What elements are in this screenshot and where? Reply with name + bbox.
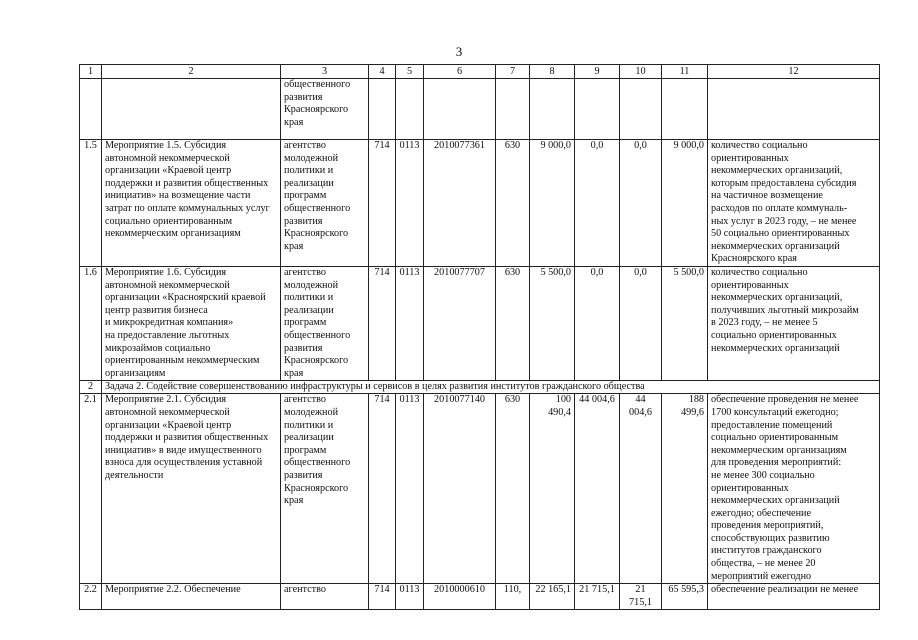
measure-name: Мероприятие 2.1. Субсидия автономной некоммерческой организации «Краевой центр поддержки и развития общественных инициатив» в виде имущественного взноса для осуществления уставной деятельности [102,394,281,584]
expense-type-code [496,79,530,140]
measure-name: Мероприятие 1.5. Субсидия автономной некоммерческой организации «Краевой центр поддержки и развития общественных инициатив» на возмещение части затрат по оплате коммунальных услуг социально ориентированным некоммерческим организациям [102,140,281,267]
column-header: 4 [369,65,396,79]
amount-year-2: 21 715,1 [575,584,620,610]
expected-result: обеспечение проведения не менее 1700 консультаций ежегодно; предоставление помещений социально ориентированным некоммерческим организациям для проведения мероприятий: не менее 300 социально ориентированных некоммерческих организаций ежегодно; обеспечение проведения мероприятий, способствующих развитию институтов гражданского общества, – не менее 20 мероприятий ежегодно [708,394,880,584]
table-row [80,584,880,610]
table-row [80,140,880,267]
row-number: 1.5 [80,140,102,267]
amount-year-2: 0,0 [575,267,620,381]
amount-year-1: 22 165,1 [530,584,575,610]
amount-year-2: 44 004,6 [575,394,620,584]
expense-type-code: 630 [496,394,530,584]
expected-result: обеспечение реализации не менее [708,584,880,610]
section-code: 0113 [396,584,424,610]
measure-name: Мероприятие 1.6. Субсидия автономной некоммерческой организации «Красноярский краевой центр развития бизнеса и микрокредитная компания» на предоставление льготных микрозаймов социально ориентированным некоммерческим организациям [102,267,281,381]
column-number-row [80,65,880,79]
task-row [80,381,880,394]
executor: общественного развития Красноярского края [281,79,369,140]
section-code: 0113 [396,394,424,584]
expected-result: количество социально ориентированных некоммерческих организаций, получивших льготный микрозайм в 2023 году, – не менее 5 социально ориентированных некоммерческих организаций [708,267,880,381]
target-code: 2010000610 [424,584,496,610]
program-measures-table [79,64,880,610]
column-header: 9 [575,65,620,79]
target-code: 2010077140 [424,394,496,584]
amount-year-2 [575,79,620,140]
row-number [80,79,102,140]
row-number: 2.2 [80,584,102,610]
column-header: 8 [530,65,575,79]
amount-year-3: 21 715,1 [620,584,662,610]
page-number: 3 [455,44,463,59]
amount-year-3: 0,0 [620,267,662,381]
grbs-code: 714 [369,394,396,584]
column-header: 7 [496,65,530,79]
table-row [80,267,880,381]
amount-total: 5 500,0 [662,267,708,381]
expected-result [708,79,880,140]
section-code: 0113 [396,140,424,267]
grbs-code: 714 [369,267,396,381]
grbs-code: 714 [369,584,396,610]
amount-year-1: 100 490,4 [530,394,575,584]
amount-year-3: 44 004,6 [620,394,662,584]
expense-type-code: 630 [496,267,530,381]
grbs-code [369,79,396,140]
target-code: 2010077361 [424,140,496,267]
amount-year-1: 5 500,0 [530,267,575,381]
section-code [396,79,424,140]
column-header: 11 [662,65,708,79]
amount-year-3 [620,79,662,140]
expense-type-code: 110, [496,584,530,610]
section-code: 0113 [396,267,424,381]
executor: агентство [281,584,369,610]
column-header: 1 [80,65,102,79]
table-row [80,394,880,584]
amount-year-2: 0,0 [575,140,620,267]
executor: агентство молодежной политики и реализации программ общественного развития Красноярского края [281,140,369,267]
grbs-code: 714 [369,140,396,267]
column-header: 3 [281,65,369,79]
expense-type-code: 630 [496,140,530,267]
measure-name: Мероприятие 2.2. Обеспечение [102,584,281,610]
table-row [80,79,880,140]
measure-name [102,79,281,140]
row-number: 2.1 [80,394,102,584]
column-header: 10 [620,65,662,79]
executor: агентство молодежной политики и реализации программ общественного развития Красноярского края [281,267,369,381]
amount-total: 65 595,3 [662,584,708,610]
column-header: 2 [102,65,281,79]
target-code [424,79,496,140]
expected-result: количество социально ориентированных некоммерческих организаций, которым предоставлена субсидия на частичное возмещение расходов по оплате коммуналь- ных услуг в 2023 году, – не менее 50 социально ориентированных некоммерческих организаций Красноярского края [708,140,880,267]
column-header: 5 [396,65,424,79]
amount-year-3: 0,0 [620,140,662,267]
column-header: 12 [708,65,880,79]
task-title: Задача 2. Содействие совершенствованию инфраструктуры и сервисов в целях развития институтов гражданского общества [102,381,880,394]
target-code: 2010077707 [424,267,496,381]
amount-year-1: 9 000,0 [530,140,575,267]
executor: агентство молодежной политики и реализации программ общественного развития Красноярского края [281,394,369,584]
amount-total: 188 499,6 [662,394,708,584]
amount-year-1 [530,79,575,140]
task-number: 2 [80,381,102,394]
amount-total: 9 000,0 [662,140,708,267]
amount-total [662,79,708,140]
column-header: 6 [424,65,496,79]
row-number: 1.6 [80,267,102,381]
